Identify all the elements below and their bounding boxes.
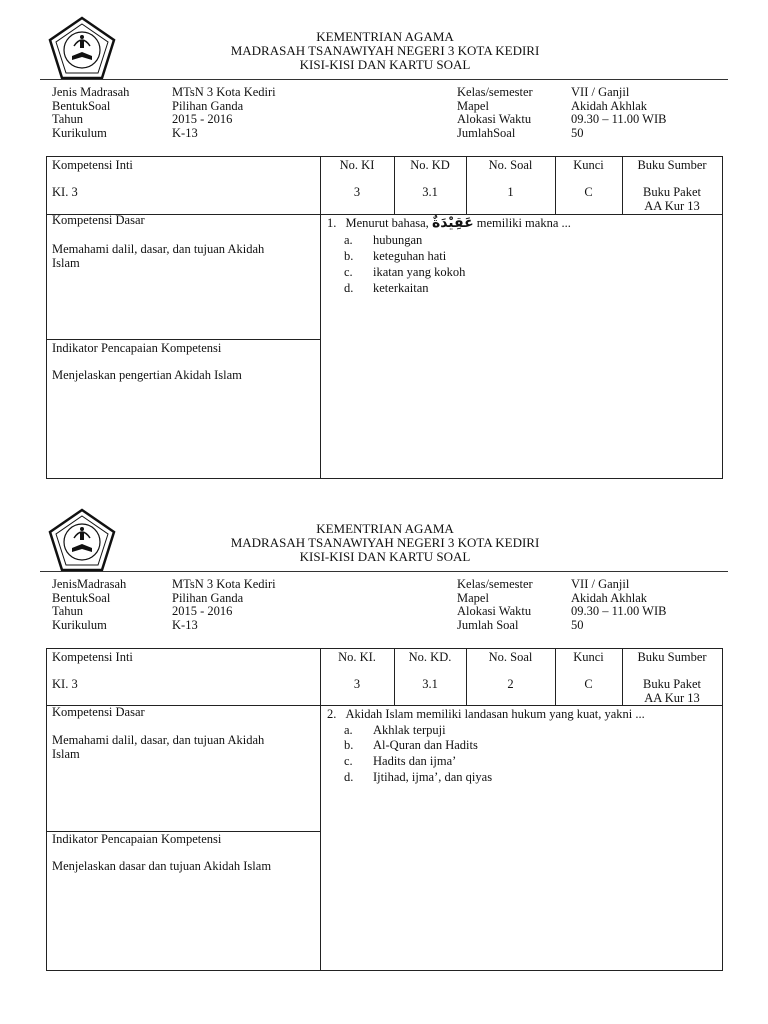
info-label: Mapel (457, 98, 489, 113)
option-text: keteguhan hati (373, 249, 447, 263)
info-values-right (571, 86, 666, 140)
ipk-label: Indikator Pencapaian Kompetensi (52, 832, 222, 846)
no-kd-header: No. KD. (408, 650, 452, 664)
option-letter: b. (344, 738, 354, 752)
info-value: MTsN 3 Kota Kediri (172, 85, 276, 99)
option-c (344, 265, 466, 279)
buku-sumber-value: Buku Paket (643, 677, 701, 691)
info-label: Alokasi Waktu (457, 604, 532, 618)
question-text: Menurut bahasa, (345, 216, 429, 230)
question-stem (327, 707, 645, 721)
info-label: Jumlah Soal (457, 617, 519, 632)
option-d (344, 770, 493, 784)
kd-label: Kompetensi Dasar (52, 213, 145, 227)
header-school: MADRASAH TSANAWIYAH NEGERI 3 KOTA KEDIRI (230, 43, 540, 58)
header-title: KISI-KISI DAN KARTU SOAL (299, 549, 471, 564)
option-a (344, 233, 423, 247)
ipk-text: Menjelaskan pengertian Akidah Islam (52, 368, 242, 382)
info-value: VII / Ganjil (571, 577, 630, 591)
info-value: 09.30 – 11.00 WIB (571, 112, 667, 126)
option-text: ikatan yang kokoh (373, 265, 466, 279)
info-values-left (172, 86, 276, 140)
no-soal-value: 1 (507, 185, 514, 199)
no-soal-value: 2 (507, 677, 514, 691)
no-soal-header: No. Soal (488, 650, 533, 664)
info-value: 2015 - 2016 (172, 604, 233, 618)
question-number: 2. (327, 707, 337, 721)
option-text: Hadits dan ijma’ (373, 754, 457, 768)
kd-text: Islam (52, 747, 80, 761)
info-label: Kurikulum (52, 125, 107, 140)
option-text: Akhlak terpuji (373, 723, 446, 737)
info-label: Kelas/semester (457, 85, 533, 99)
question-text: memiliki makna ... (476, 216, 571, 230)
buku-sumber-value: Buku Paket (643, 185, 701, 199)
info-value: MTsN 3 Kota Kediri (172, 577, 276, 591)
kd-text: Memahami dalil, dasar, dan tujuan Akidah (52, 242, 265, 256)
info-label: JumlahSoal (457, 125, 516, 140)
ki-value: KI. 3 (52, 185, 78, 199)
question-number: 1. (327, 216, 337, 230)
option-letter: a. (344, 723, 353, 737)
info-labels-right (457, 86, 533, 140)
header-title: KISI-KISI DAN KARTU SOAL (299, 57, 471, 72)
option-letter: a. (344, 233, 353, 247)
no-ki-value: 3 (353, 677, 361, 691)
option-text: Ijtihad, ijma’, dan qiyas (373, 770, 493, 784)
option-text: hubungan (373, 233, 423, 247)
no-ki-header: No. KI (339, 158, 375, 172)
info-label: Jenis Madrasah (52, 85, 130, 99)
info-value: 50 (571, 125, 584, 140)
option-a (344, 723, 446, 737)
option-b (344, 249, 447, 263)
info-value: 09.30 – 11.00 WIB (571, 604, 667, 618)
info-label: Mapel (457, 590, 489, 605)
info-value: K-13 (172, 617, 198, 632)
option-letter: c. (344, 754, 353, 768)
buku-sumber-header: Buku Sumber (637, 158, 707, 172)
ipk-text: Menjelaskan dasar dan tujuan Akidah Islam (52, 859, 272, 873)
info-label: Kelas/semester (457, 577, 533, 591)
info-value: Akidah Akhlak (571, 98, 648, 113)
no-kd-value: 3.1 (422, 677, 438, 691)
info-labels-left (52, 86, 129, 140)
kunci-header: Kunci (573, 650, 604, 664)
option-letter: c. (344, 265, 353, 279)
info-values-left (172, 578, 276, 632)
buku-sumber-value: AA Kur 13 (644, 199, 700, 213)
no-kd-header: No. KD (410, 158, 450, 172)
option-b (344, 738, 478, 752)
kunci-value: C (584, 677, 593, 691)
kd-text: Memahami dalil, dasar, dan tujuan Akidah (52, 733, 265, 747)
info-label: Alokasi Waktu (457, 112, 532, 126)
option-text: Al-Quran dan Hadits (373, 738, 478, 752)
header-ministry: KEMENTRIAN AGAMA (316, 521, 454, 536)
option-letter: d. (344, 281, 354, 295)
info-label: Tahun (52, 604, 84, 618)
info-value: Akidah Akhlak (571, 590, 648, 605)
info-value: 2015 - 2016 (172, 112, 233, 126)
kemenag-logo-icon (48, 16, 116, 80)
info-value: VII / Ganjil (571, 85, 630, 99)
info-value: Pilihan Ganda (172, 98, 244, 113)
kemenag-logo-icon (48, 508, 116, 572)
question-stem (327, 216, 571, 230)
kunci-value: C (584, 185, 593, 199)
question-card-2 (0, 492, 768, 992)
ki-label: Kompetensi Inti (52, 650, 133, 664)
option-letter: d. (344, 770, 354, 784)
no-soal-header: No. Soal (488, 158, 533, 172)
document-header (150, 522, 620, 564)
info-label: JenisMadrasah (52, 577, 127, 591)
header-divider (40, 79, 728, 80)
kunci-header: Kunci (573, 158, 604, 172)
arabic-word: عَقِيْدَةٌ (431, 215, 474, 231)
ki-label: Kompetensi Inti (52, 158, 133, 172)
info-label: BentukSoal (52, 98, 111, 113)
info-value: Pilihan Ganda (172, 590, 244, 605)
info-value: 50 (571, 617, 584, 632)
info-value: K-13 (172, 125, 198, 140)
no-kd-value: 3.1 (422, 185, 438, 199)
header-school: MADRASAH TSANAWIYAH NEGERI 3 KOTA KEDIRI (230, 535, 540, 550)
question-text: Akidah Islam memiliki landasan hukum yang kuat, yakni ... (345, 707, 645, 721)
info-labels-left (52, 578, 126, 632)
option-text: keterkaitan (373, 281, 429, 295)
ipk-label: Indikator Pencapaian Kompetensi (52, 341, 222, 355)
no-ki-header: No. KI. (338, 650, 376, 664)
option-d (344, 281, 429, 295)
info-label: Kurikulum (52, 617, 107, 632)
kd-text: Islam (52, 256, 80, 270)
ki-value: KI. 3 (52, 677, 78, 691)
no-ki-value: 3 (353, 185, 361, 199)
info-label: BentukSoal (52, 590, 111, 605)
info-values-right (571, 578, 666, 632)
buku-sumber-value: AA Kur 13 (644, 691, 700, 705)
header-divider (40, 571, 728, 572)
header-ministry: KEMENTRIAN AGAMA (316, 29, 454, 44)
info-labels-right (457, 578, 533, 632)
document-header (150, 30, 620, 72)
buku-sumber-header: Buku Sumber (637, 650, 707, 664)
option-c (344, 754, 457, 768)
info-label: Tahun (52, 112, 84, 126)
question-card-1 (0, 0, 768, 500)
option-letter: b. (344, 249, 354, 263)
kd-label: Kompetensi Dasar (52, 705, 145, 719)
